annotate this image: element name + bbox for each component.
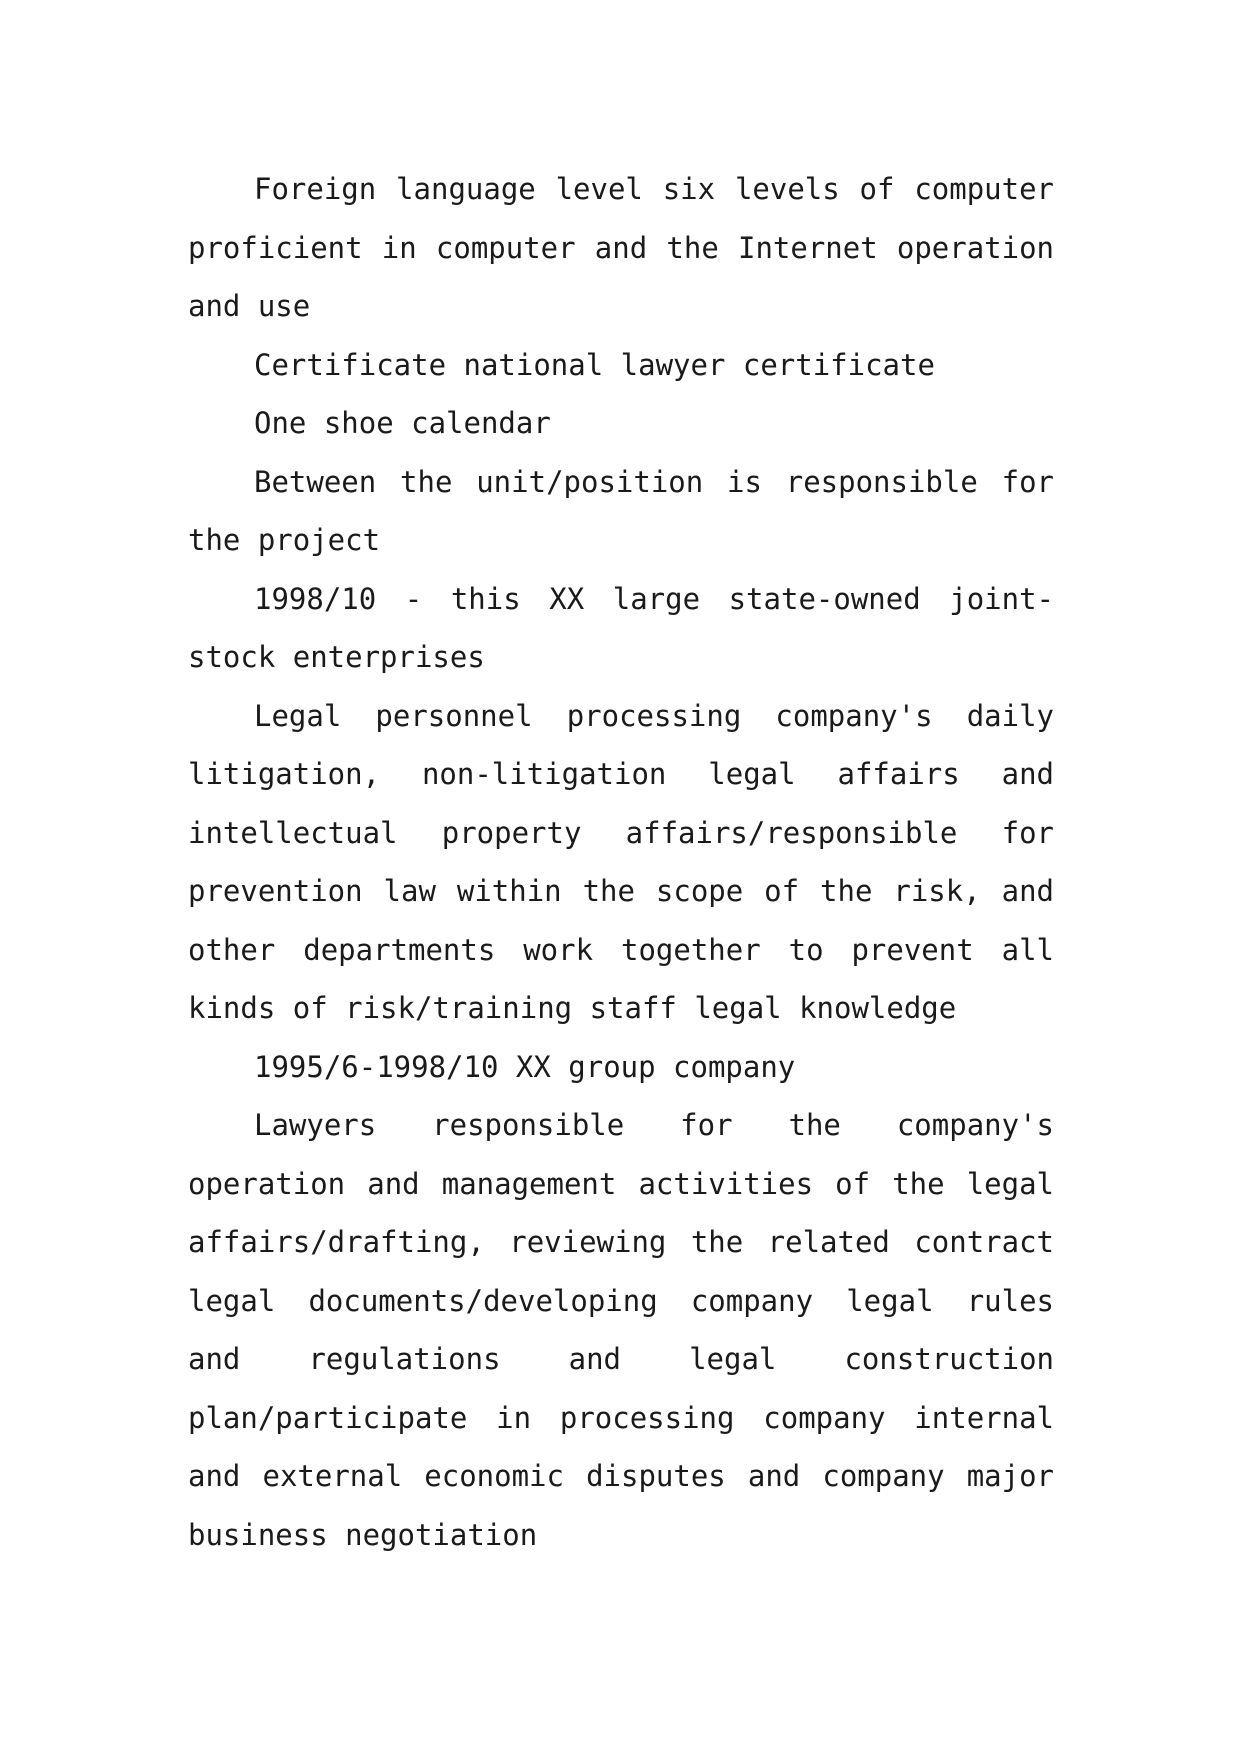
paragraph-period-1998: 1998/10 - this XX large state-owned joint-stock enterprises xyxy=(188,581,1054,674)
paragraph-shoe-calendar: One shoe calendar xyxy=(254,406,551,440)
paragraph-unit-position: Between the unit/position is responsible for the project xyxy=(188,464,1054,557)
paragraph-legal-personnel: Legal personnel processing company's daily litigation, non-litigation legal affairs and intellectual property affairs/responsible for prevention law within the scope of the risk, and other departments work together to prevent all kinds of risk/training staff legal knowledge xyxy=(188,698,1054,1025)
document-body xyxy=(188,160,1054,1564)
paragraph-foreign-language: Foreign language level six levels of computer proficient in computer and the Internet operation and use xyxy=(188,172,1054,323)
paragraph-certificate: Certificate national lawyer certificate xyxy=(254,347,935,382)
paragraph-lawyers-responsible: Lawyers responsible for the company's operation and management activities of the legal affairs/drafting, reviewing the related contract legal documents/developing company legal rules and regulations and legal construction plan/participate in processing company internal and external economic disputes and company major business negotiation xyxy=(188,1108,1054,1552)
paragraph-period-1995: 1995/6-1998/10 XX group company xyxy=(254,1049,796,1084)
